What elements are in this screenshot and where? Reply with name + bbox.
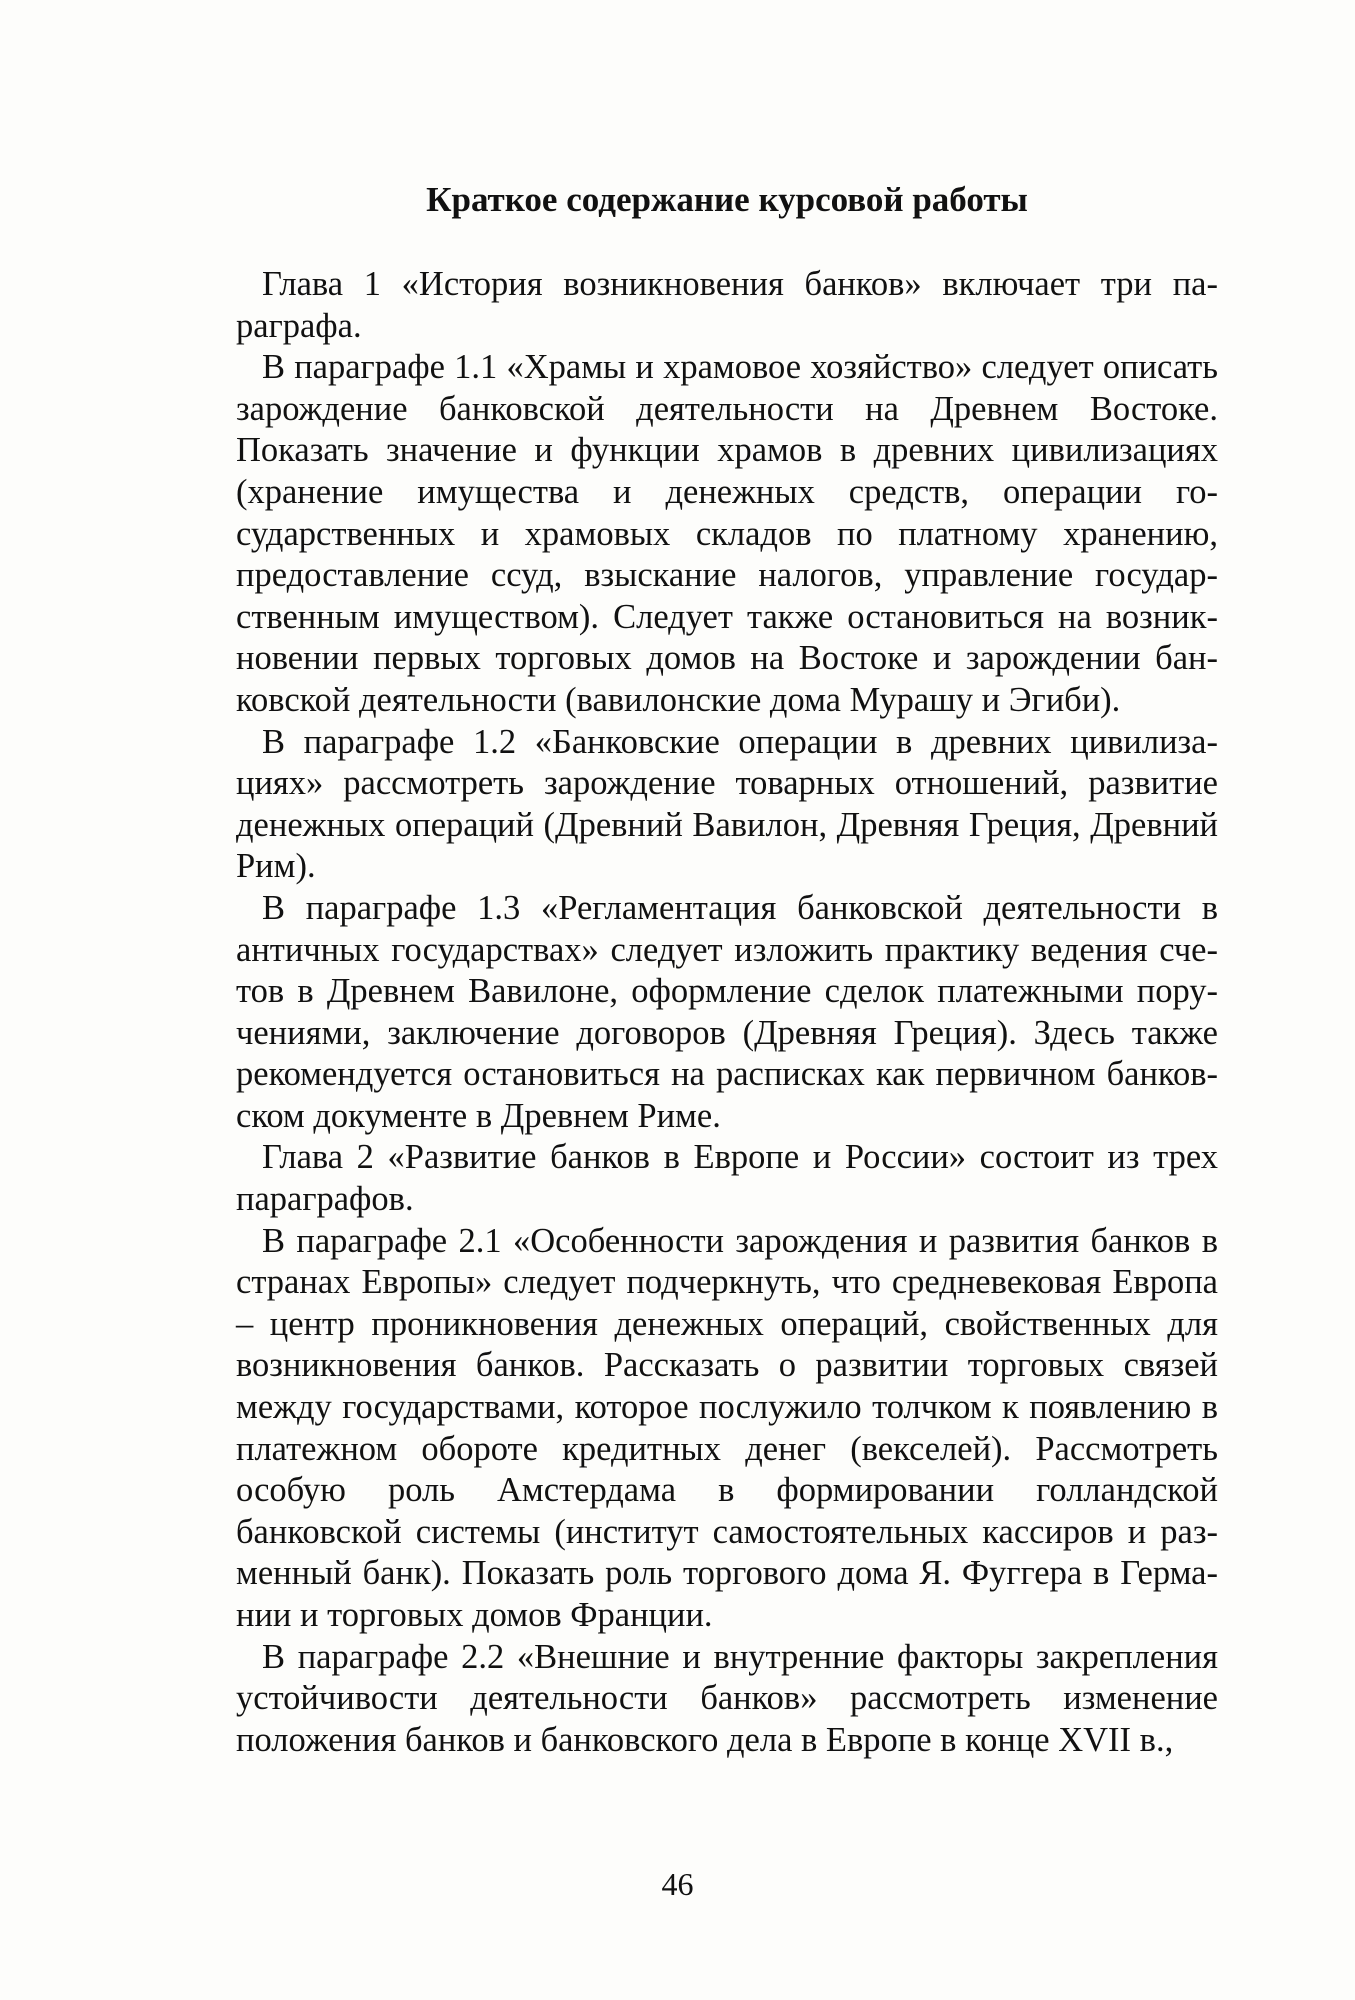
paragraph-section-1-1: В параграфе 1.1 «Храмы и храмовое хозяйство» следует описать зарождение банковской деятельности на Древнем Востоке. Показать значение и функции храмов в древних цивилизациях (хранение имущества и денежных средств, операции государственных и храмовых складов по платному хранению, предоставление ссуд, взыскание налогов, управление государственным имуществом). Следует также остановиться на возникновении первых торговых домов на Востоке и зарождении банковской деятельности (вавилонские дома Мурашу и Эгиби).: [236, 348, 1218, 719]
page-number: 46: [661, 1866, 694, 1902]
paragraph-chapter-2-intro: Глава 2 «Развитие банков в Европе и России» состоит из трех параграфов.: [236, 1138, 1218, 1219]
paragraph-section-1-2: В параграфе 1.2 «Банковские операции в древних цивилизациях» рассмотреть зарождение товарных отношений, развитие денежных операций (Древний Вавилон, Древняя Греция, Древний Рим).: [236, 722, 1218, 886]
paragraph-section-2-1: В параграфе 2.1 «Особенности зарождения и развития банков в странах Европы» следует подчеркнуть, что средневековая Европа – центр проникновения денежных операций, свойственных для возникновения банков. Рассказать о развитии торговых связей между государствами, которое послужило толчком к появлению в платежном обороте кредитных денег (векселей). Рассмотреть особую роль Амстердама в формировании голландской банковской системы (институт самостоятельных кассиров и разменный банк). Показать роль торгового дома Я. Фуггера в Германии и торговых домов Франции.: [236, 1221, 1218, 1634]
paragraph-chapter-1-intro: Глава 1 «История возникновения банков» включает три параграфа.: [236, 265, 1218, 345]
page-title: Краткое содержание курсовой работы: [426, 180, 1028, 219]
paragraph-section-1-3: В параграфе 1.3 «Регламентация банковской деятельности в античных государствах» следует изложить практику ведения счетов в Древнем Вавилоне, оформление сделок платежными поручениями, заключение договоров (Древняя Греция). Здесь также рекомендуется остановиться на расписках как первичном банковском документе в Древнем Риме.: [236, 888, 1218, 1135]
paragraph-section-2-2: В параграфе 2.2 «Внешние и внутренние факторы закрепления устойчивости деятельности банков» рассмотреть изменение положения банков и банковского дела в Европе в конце XVII в.,: [236, 1637, 1218, 1759]
page-content: [236, 176, 1218, 1761]
